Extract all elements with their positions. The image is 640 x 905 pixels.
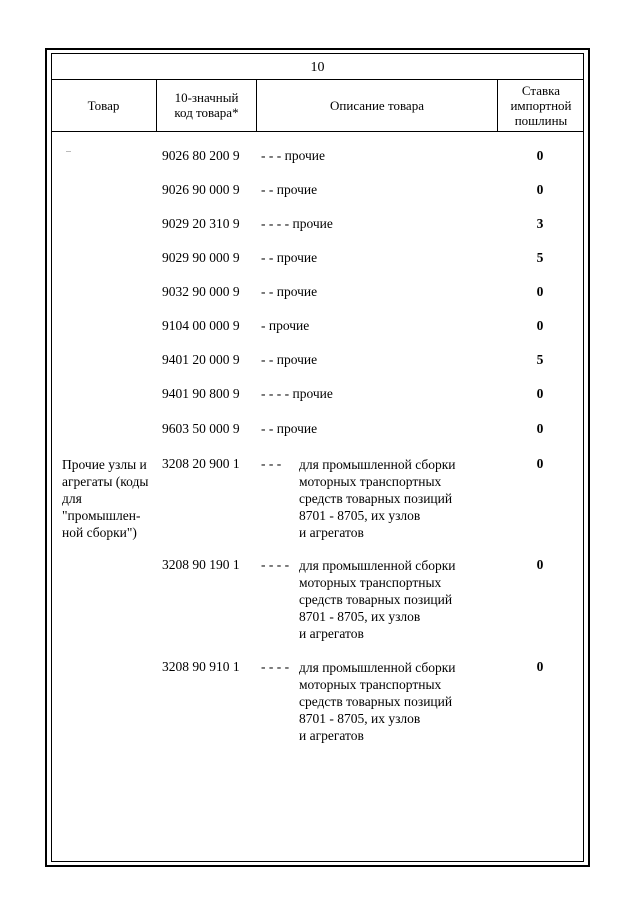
assembly-row-description: для промышленной сборки моторных транспортных средств товарных позиций 8701 - 8705, их узлов и агрегатов	[299, 457, 456, 540]
assembly-row-duty: 0	[536, 659, 544, 674]
row-duty: 0	[536, 421, 544, 436]
row-description: - - прочие	[261, 421, 318, 436]
scan-mark	[66, 151, 71, 152]
row-code: 9029 20 310 9	[162, 216, 240, 231]
row-description: - - прочие	[261, 250, 318, 265]
row-duty: 5	[536, 250, 544, 265]
header-description: Описание товара	[330, 97, 424, 113]
row-description: - - прочие	[261, 284, 318, 299]
row-duty: 0	[536, 318, 544, 333]
assembly-group-label: Прочие узлы и агрегаты (коды для "промышлен-ной сборки")	[62, 457, 149, 540]
row-code: 9104 00 000 9	[162, 318, 240, 333]
row-duty: 0	[536, 182, 544, 197]
row-duty: 0	[536, 386, 544, 401]
row-code: 9401 20 000 9	[162, 352, 240, 367]
assembly-row-dashes: - - - -	[261, 659, 290, 674]
assembly-row-code: 3208 90 190 1	[162, 557, 240, 572]
assembly-row-code: 3208 90 910 1	[162, 659, 240, 674]
row-code: 9401 90 800 9	[162, 386, 240, 401]
header-bottom-rule	[51, 131, 584, 132]
assembly-row-code: 3208 20 900 1	[162, 456, 240, 471]
row-duty: 3	[536, 216, 544, 231]
row-description: - прочие	[261, 318, 310, 333]
row-description: - - - - прочие	[261, 216, 333, 231]
row-code: 9026 80 200 9	[162, 148, 240, 163]
header-code: 10-значный код товара*	[174, 90, 239, 120]
assembly-row-description: для промышленной сборки моторных транспортных средств товарных позиций 8701 - 8705, их узлов и агрегатов	[299, 660, 456, 743]
row-code: 9029 90 000 9	[162, 250, 240, 265]
row-duty: 0	[536, 148, 544, 163]
assembly-row-dashes: - - -	[261, 456, 282, 471]
row-description: - - прочие	[261, 182, 318, 197]
row-duty: 5	[536, 352, 544, 367]
row-code: 9603 50 000 9	[162, 421, 240, 436]
row-duty: 0	[536, 284, 544, 299]
row-code: 9026 90 000 9	[162, 182, 240, 197]
header-product: Товар	[87, 97, 120, 113]
assembly-row-description: для промышленной сборки моторных транспортных средств товарных позиций 8701 - 8705, их узлов и агрегатов	[299, 558, 456, 641]
header-duty: Ставка импортной пошлины	[510, 82, 572, 128]
header-top-rule	[51, 79, 584, 80]
row-description: - - - - прочие	[261, 386, 333, 401]
row-description: - - прочие	[261, 352, 318, 367]
row-code: 9032 90 000 9	[162, 284, 240, 299]
assembly-row-dashes: - - - -	[261, 557, 290, 572]
row-description: - - - прочие	[261, 148, 325, 163]
page-number: 10	[310, 60, 325, 75]
assembly-row-duty: 0	[536, 456, 544, 471]
assembly-row-duty: 0	[536, 557, 544, 572]
